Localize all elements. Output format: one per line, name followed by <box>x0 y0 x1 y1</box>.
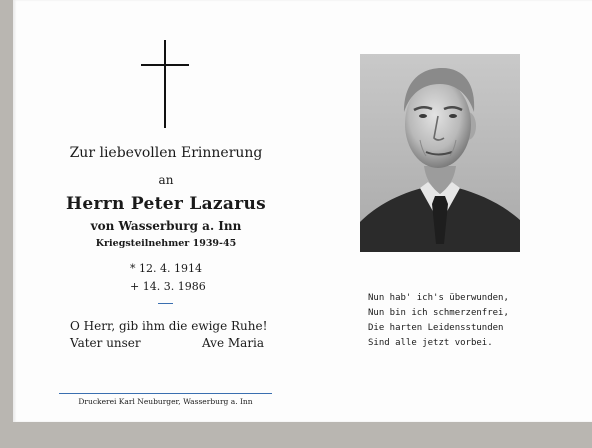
prayer-ave-maria: Ave Maria <box>202 336 265 350</box>
short-divider <box>158 303 173 304</box>
deceased-veteran-note: Kriegsteilnehmer 1939-45 <box>95 238 237 249</box>
memorial-an: an <box>158 173 174 187</box>
memorial-intro: Zur liebevollen Erinnerung <box>69 145 263 161</box>
poem-line: Sind alle jetzt vorbei. <box>368 338 493 348</box>
portrait-photo-illustration <box>360 54 520 252</box>
printer-rule <box>59 393 272 394</box>
poem-line: Nun hab' ich's überwunden, <box>368 293 509 303</box>
prayer-line: O Herr, gib ihm die ewige Ruhe! <box>70 319 268 333</box>
deceased-name: Herrn Peter Lazarus <box>66 194 266 214</box>
poem-line: Nun bin ich schmerzenfrei, <box>368 308 509 318</box>
life-dates <box>130 260 206 296</box>
deceased-origin: von Wasserburg a. Inn <box>90 219 242 233</box>
scanner-backing-bottom <box>0 422 592 448</box>
birth-date: * 12. 4. 1914 <box>130 262 202 275</box>
printer-credit: Druckerei Karl Neuburger, Wasserburg a. Inn <box>78 397 253 406</box>
latin-cross-icon <box>141 40 189 128</box>
cross-vertical-bar <box>164 40 166 128</box>
death-date: + 14. 3. 1986 <box>130 280 206 293</box>
portrait-photo <box>360 54 520 252</box>
cross-horizontal-bar <box>141 64 189 66</box>
poem-line: Die harten Leidensstunden <box>368 323 504 333</box>
memorial-poem <box>368 291 509 351</box>
scanner-backing-left <box>0 0 13 448</box>
prayer-vater-unser: Vater unser <box>70 336 141 350</box>
